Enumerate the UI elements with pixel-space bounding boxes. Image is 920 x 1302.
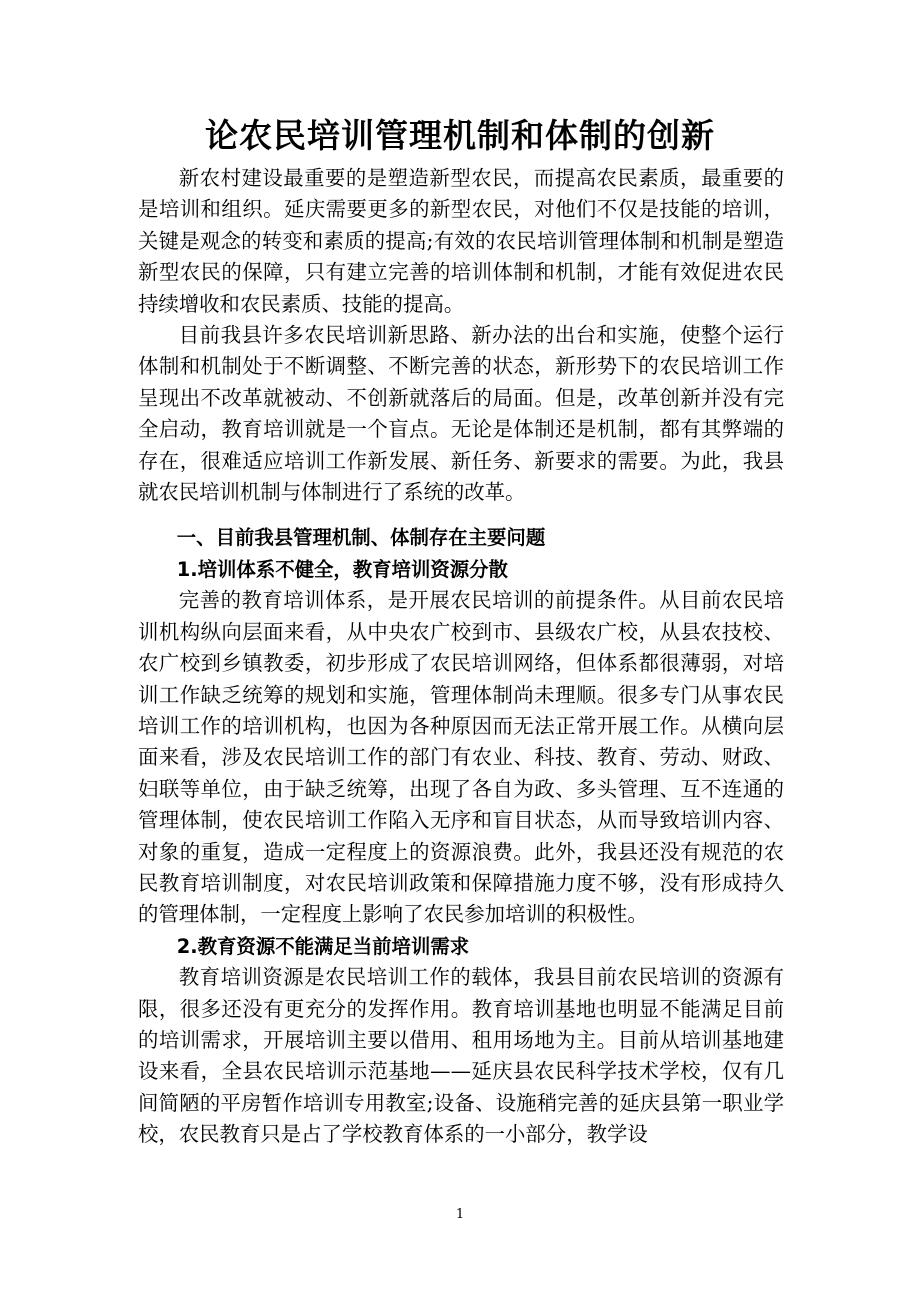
subsection-2-paragraph: 教育培训资源是农民培训工作的载体，我县目前农民培训的资源有限，很多还没有更充分的发挥作用。教育培训基地也明显不能满足目前的培训需求，开展培训主要以借用、租用场地为主。目前从培训基地建设来看，全县农民培训示范基地——延庆县农民科学技术学校，仅有几间简陋的平房暂作培训专用教室;设备、设施稍完善的延庆县第一职业学校，农民教育只是占了学校教育体系的一小部分，教学设	[138, 965, 784, 1147]
document-title: 论农民培训管理机制和体制的创新	[205, 116, 715, 155]
intro-paragraph-1: 新农村建设最重要的是塑造新型农民，而提高农民素质，最重要的是培训和组织。延庆需要更多的新型农民，对他们不仅是技能的培训，关键是观念的转变和素质的提高;有效的农民培训管理体制和机制是塑造新型农民的保障，只有建立完善的培训体制和机制，才能有效促进农民持续增收和农民素质、技能的提高。	[138, 166, 784, 316]
intro-paragraph-2: 目前我县许多农民培训新思路、新办法的出台和实施，使整个运行体制和机制处于不断调整、不断完善的状态，新形势下的农民培训工作呈现出不改革就被动、不创新就落后的局面。但是，改革创新并没有完全启动，教育培训就是一个盲点。无论是体制还是机制，都有其弊端的存在，很难适应培训工作新发展、新任务、新要求的需要。为此，我县就农民培训机制与体制进行了系统的改革。	[138, 323, 784, 505]
section-heading: 一、目前我县管理机制、体制存在主要问题	[176, 526, 546, 550]
subsection-1-paragraph: 完善的教育培训体系，是开展农民培训的前提条件。从目前农民培训机构纵向层面来看，从中央农广校到市、县级农广校，从县农技校、农广校到乡镇教委，初步形成了农民培训网络，但体系都很薄弱，对培训工作缺乏统筹的规划和实施，管理体制尚未理顺。很多专门从事农民培训工作的培训机构，也因为各种原因而无法正常开展工作。从横向层面来看，涉及农民培训工作的部门有农业、科技、教育、劳动、财政、妇联等单位，由于缺乏统筹，出现了各自为政、多头管理、互不连通的管理体制，使农民培训工作陷入无序和盲目状态，从而导致培训内容、对象的重复，造成一定程度上的资源浪费。此外，我县还没有规范的农民教育培训制度，对农民培训政策和保障措施力度不够，没有形成持久的管理体制，一定程度上影响了农民参加培训的积极性。	[138, 588, 784, 927]
subsection-1-heading: 1.培训体系不健全，教育培训资源分散	[176, 557, 508, 581]
document-body	[138, 163, 784, 1151]
page-number: 1	[455, 1207, 465, 1222]
subsection-2-heading: 2.教育资源不能满足当前培训需求	[176, 934, 470, 958]
